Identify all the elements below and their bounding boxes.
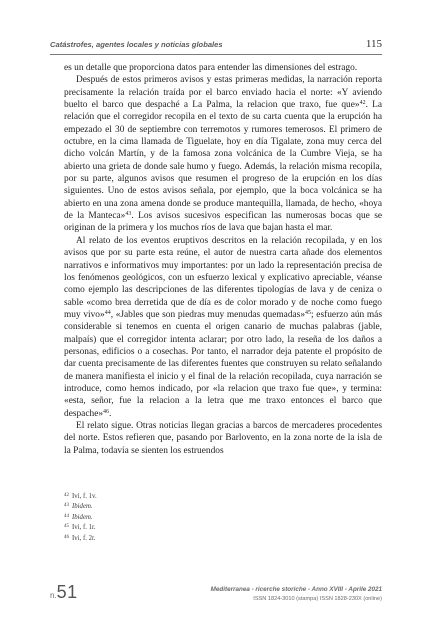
paragraph-3-text-a: Al relato de los eventos eruptivos descritos en la relación recopilada, y en los avisos que por su parte esta reúne, el autor de nuestra carta añade dos elementos narrativos e informativos muy importantes: por un lado la representación precisa de los fenómenos geológicos, con un esfuerzo lexical y explicativo apreciable, véanse como ejemplo las descripciones de las diferentes tipologías de lava y de ceniza o sable «como brea derretida que de día es de color morado y de noche como fuego muy vivo» [64, 235, 382, 320]
footnote-item [64, 501, 364, 511]
footnote-number: 44 [64, 513, 69, 519]
footnote-ref-42[interactable]: 42 [359, 100, 366, 107]
running-title: Catástrofes, agentes locales y noticias globales [50, 40, 223, 49]
footnote-number: 42 [64, 493, 69, 498]
footnote-item [64, 512, 364, 522]
page-footer [50, 582, 382, 622]
footnotes [64, 491, 364, 543]
footnote-text: Ivi, f. 1r. [72, 524, 96, 532]
footnote-text: Ibidem. [72, 513, 93, 521]
footnote-ref-46[interactable]: 46 [103, 408, 110, 415]
paragraph-3 [64, 235, 382, 420]
journal-info [211, 586, 382, 602]
folio-prefix: n. [50, 591, 57, 600]
paragraph-3-text-c: ; esfuerzo aún más considerable si tenemos en cuenta el origen canario de muchas palabras (jable, malpaís) que el corregidor intenta aclarar; por otro lado, la reseña de los daños a personas, edificios o a cosechas. Por tanto, el narrador deja patente el propósito de dar cuenta precisamente de las diferentes fuentes que construyen su relato señalando de manera manifiesta el inicio y el final de la relación recopilada, cuya narración se introduce, como hemos indicado, por «la relacion que traxo fue que», y termina: «esta, señor, fue la relacion a la letra que me traxo entonces el barco que despache» [64, 309, 382, 419]
footnote-number: 43 [64, 503, 69, 509]
footnote-item [64, 522, 364, 532]
paragraph-3-text-b: , «Jables que son piedras muy menudas quemadas» [110, 309, 306, 320]
footnote-item [64, 491, 364, 501]
footnote-number: 45 [64, 524, 69, 530]
body-text [64, 62, 382, 457]
issue-folio [50, 582, 78, 603]
footnote-text: Ibidem. [72, 503, 93, 511]
paragraph-2-text-c: . Los avisos sucesivos especifican las numerosas bocas que se originan de la primera y los muchos ríos de lava que bajan hasta el mar. [64, 211, 383, 234]
footnote-ref-43[interactable]: 43 [125, 211, 132, 218]
journal-title: Mediterranea - ricerche storiche - Anno XVIII - Aprile 2021 [210, 586, 382, 593]
footnote-text: Ivi, f. 2r. [72, 534, 96, 542]
running-header [50, 38, 382, 55]
footnote-item [64, 533, 364, 543]
folio-number: 51 [56, 582, 78, 602]
paragraph-2 [64, 74, 382, 234]
paragraph-1: es un detalle que proporciona datos para entender las dimensiones del estrago. [64, 63, 358, 73]
footnote-ref-45[interactable]: 45 [305, 309, 312, 316]
page-number: 115 [365, 38, 382, 50]
footnote-ref-44[interactable]: 44 [104, 309, 111, 316]
paragraph-2-text-a: Después de estos primeros avisos y estas primeras medidas, la narración reporta precisamente la relación traída por el barco enviado hacia el norte: «Y aviendo buelto el barco que despaché a La Palma, la relacion que traxo, fue que» [64, 75, 382, 111]
paragraph-4: El relato sigue. Otras noticias llegan gracias a barcos de mercaderes procedentes del norte. Estos refieren que, pasando por Barlovento, en la zona norte de la isla de la Palma, todavía se sienten los estruendos [64, 420, 382, 456]
footnote-text: Ivi, f. 1v. [72, 493, 97, 500]
paragraph-2-text-b: . La relación que el corregidor recopila en el texto de su carta cuenta que la erupción ha empezado el 30 de septiembre con terremotos y rumores temerosos. El primero de octubre, en la cima llamada de Tiguelate, hoy en día Tigalate, zona muy cerca del dicho volcán Martín, y de la famosa zona volcánica de la Cumbre Vieja, se ha abierto una grieta de donde sale humo y fuego. Además, la relación misma recopila, por su parte, algunos avisos que resumen el progreso de la erupción en los días siguientes. Uno de estos avisos señala, por ejemplo, que la boca volcánica se ha abierto en una zona amena donde se produce mantequilla, llamada, de hecho, «hoya de la Manteca» [64, 100, 383, 222]
footnote-number: 46 [64, 534, 69, 540]
journal-issn: ISSN 1824-3010 (stampa) ISSN 1828-230X (online) [253, 596, 382, 602]
paragraph-3-text-d: . [109, 408, 112, 419]
